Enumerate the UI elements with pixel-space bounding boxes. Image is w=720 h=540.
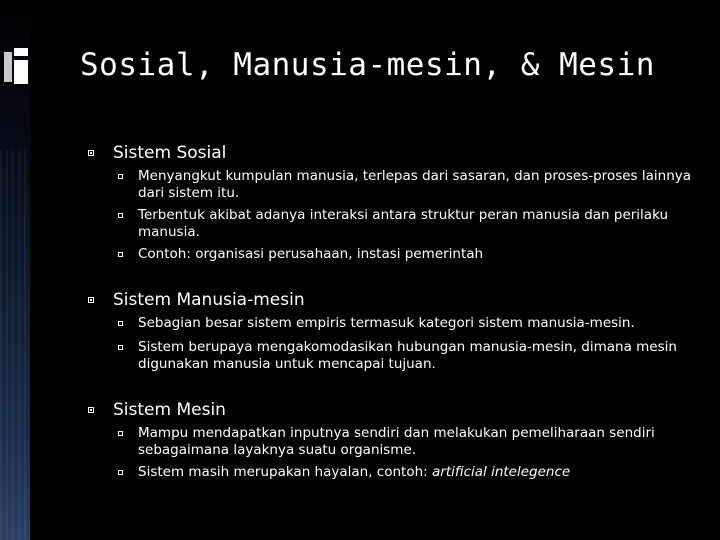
bullet-square-icon <box>118 321 123 326</box>
list-item: Contoh: organisasi perusahaan, instasi pemerintah <box>138 246 484 262</box>
bullet-square-icon <box>118 345 123 350</box>
bullet-square-icon <box>118 252 123 257</box>
list-item: Menyangkut kumpulan manusia, terlepas dari sasaran, dan proses-proses lainnya dari sistem itu. <box>138 168 692 201</box>
list-item: Terbentuk akibat adanya interaksi antara struktur peran manusia dan perilaku manusia. <box>138 207 669 240</box>
list-item: Sistem berupaya mengakomodasikan hubungan manusia-mesin, dimana mesin digunakan manusia untuk mencapai tujuan. <box>138 339 677 372</box>
sidebar-block <box>4 52 12 82</box>
bullet-square-icon <box>118 470 123 475</box>
slide-title: Sosial, Manusia-mesin, & Mesin <box>80 47 655 83</box>
list-item: Mampu mendapatkan inputnya sendiri dan melakukan pemeliharaan sendiri sebagaimana layaknya suatu organisme. <box>138 425 655 458</box>
sidebar-block <box>14 60 28 84</box>
sidebar-block <box>14 48 28 56</box>
decorative-sidebar <box>0 0 30 540</box>
section-heading: Sistem Mesin <box>113 400 226 420</box>
bullet-square-icon <box>118 431 123 436</box>
list-item <box>138 464 698 481</box>
emphasis-text: artificial intelegence <box>432 464 571 480</box>
section-heading: Sistem Sosial <box>113 143 227 163</box>
bullet-square-icon <box>88 150 94 156</box>
list-item-text: Sistem masih merupakan hayalan, contoh: <box>138 464 428 480</box>
sidebar-stripes <box>0 150 30 540</box>
bullet-square-icon <box>118 174 123 179</box>
bullet-square-icon <box>88 407 94 413</box>
section-heading: Sistem Manusia-mesin <box>113 290 305 310</box>
bullet-square-icon <box>88 297 94 303</box>
list-item: Sebagian besar sistem empiris termasuk kategori sistem manusia-mesin. <box>138 315 635 331</box>
bullet-square-icon <box>118 213 123 218</box>
